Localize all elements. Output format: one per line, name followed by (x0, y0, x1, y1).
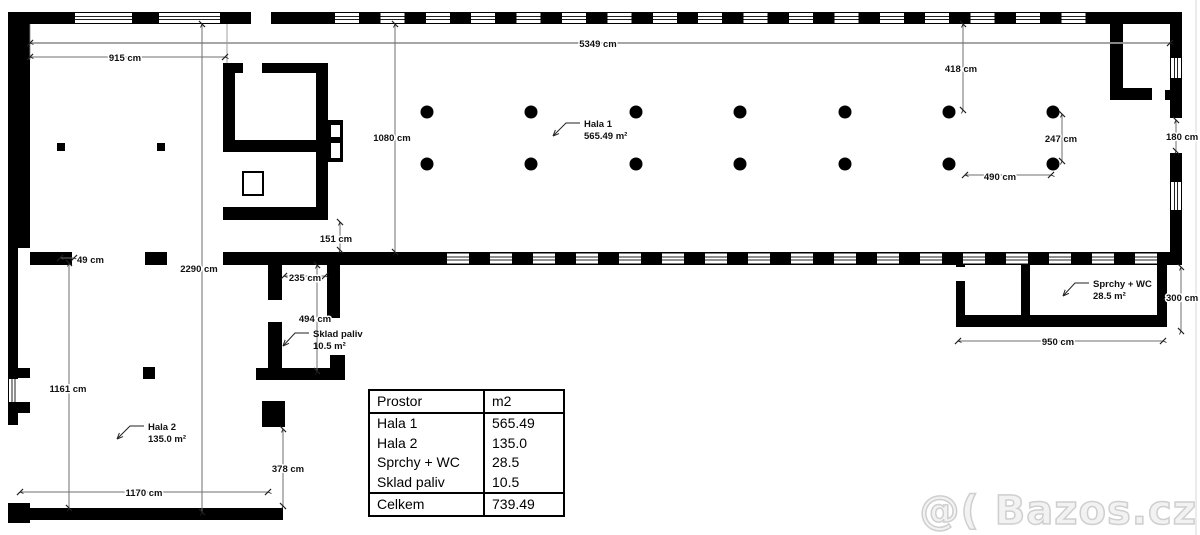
table-row (369, 434, 564, 454)
table-cell: Sprchy + WC (377, 454, 460, 470)
dim-235-label: 235 cm (288, 273, 322, 284)
table-row (369, 473, 564, 494)
columns (57, 106, 1060, 380)
table-cell: 135.0 (484, 434, 564, 454)
room-hala2-name: Hala 2 (148, 422, 176, 433)
room-hala1-name: Hala 1 (584, 119, 612, 130)
table-row (369, 413, 564, 434)
dim-418-label: 418 cm (944, 64, 978, 75)
dim-1170-label: 1170 cm (125, 488, 163, 499)
room-sprchy-area: 28.5 m² (1093, 291, 1126, 302)
bazos-watermark: @( Bazos.cz (919, 488, 1197, 534)
table-cell: 565.49 (484, 413, 564, 434)
dim-49-label: 49 cm (77, 255, 104, 266)
dim-1080-label: 1080 cm (373, 133, 411, 144)
dim-5349-label: 5349 cm (579, 39, 617, 50)
dim-2290-label: 2290 cm (180, 264, 218, 275)
dim-180-label: 180 cm (1166, 132, 1199, 143)
table-total-row (369, 493, 564, 516)
room-hala2-area: 135.0 m² (148, 434, 187, 445)
area-table (368, 389, 565, 517)
table-header-prostor: Prostor (377, 393, 423, 409)
table-header-row (369, 390, 564, 413)
table-cell: Sklad paliv (377, 473, 445, 490)
dim-247-label: 247 cm (1044, 134, 1078, 145)
room-hala1-area: 565.49 m² (584, 131, 628, 142)
table-cell: Celkem (377, 496, 425, 512)
table-cell: Hala 1 (377, 415, 418, 431)
room-sklad-area: 10.5 m² (313, 341, 346, 352)
table-header-m2: m2 (484, 390, 564, 413)
table-cell: Hala 2 (377, 434, 418, 451)
dim-494-label: 494 cm (298, 314, 332, 325)
dim-300-label: 300 cm (1166, 293, 1199, 304)
dim-151-label: 151 cm (319, 234, 353, 245)
table-cell: 10.5 (484, 473, 564, 494)
window-symbols (9, 13, 1181, 402)
dim-950-label: 950 cm (1041, 337, 1075, 348)
room-sklad-name: Sklad paliv (313, 329, 363, 340)
dim-915-label: 915 cm (108, 53, 142, 64)
table-row (369, 453, 564, 473)
room-sprchy-name: Sprchy + WC (1093, 279, 1152, 290)
table-cell: 28.5 (484, 453, 564, 473)
dim-378-label: 378 cm (271, 464, 305, 475)
dim-1161-label: 1161 cm (49, 384, 87, 395)
dim-490-label: 490 cm (983, 172, 1017, 183)
table-cell: 739.49 (484, 493, 564, 516)
